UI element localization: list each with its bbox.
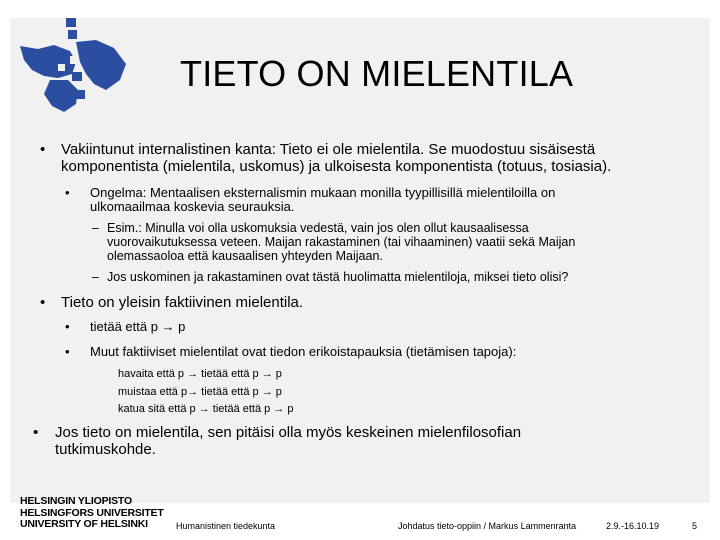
list-item: ulkomaailmaa koskevia seurauksia. [90, 199, 295, 214]
bullet-marker: • [65, 344, 70, 359]
bullet-marker: • [65, 319, 70, 334]
list-item: vuorovaikutuksessa veteen. Maijan rakastaminen (tai vihaaminen) vaatii sekä Maijan [107, 235, 576, 249]
list-item: Esim.: Minulla voi olla uskomuksia vedestä, vain jos olen ollut kausaalisessa [107, 221, 529, 235]
university-name-line: HELSINGFORS UNIVERSITET [20, 506, 164, 519]
list-item: Vakiintunut internalistinen kanta: Tieto ei ole mielentila. Se muodostuu sisäisestä [61, 141, 596, 158]
university-name-line: HELSINGIN YLIOPISTO [20, 495, 132, 507]
list-item: Jos uskominen ja rakastaminen ovat tästä huolimatta mielentiloja, miksei tieto olisi? [107, 270, 569, 284]
list-item: Tieto on yleisin faktiivinen mielentila. [61, 294, 304, 311]
list-item: Muut faktiiviset mielentilat ovat tiedon erikoistapauksia (tietämisen tapoja): [90, 344, 517, 359]
list-item: havaita että p → tietää että p → p [118, 368, 282, 380]
footer-faculty: Humanistinen tiedekunta [176, 521, 276, 531]
footer-date: 2.9.-16.10.19 [606, 521, 660, 531]
bullet-marker: • [33, 424, 39, 441]
bullet-marker: • [40, 294, 46, 311]
list-item: Ongelma: Mentaalisen eksternalismin mukaan monilla tyypillisillä mielentiloilla on [90, 185, 556, 200]
footer-page-number: 5 [692, 521, 698, 531]
dash-marker: – [92, 270, 99, 284]
dash-marker: – [92, 221, 99, 235]
university-logo-icon [14, 18, 132, 113]
list-item: olemassaoloa että kausaalisen yhteyden Maijaan. [107, 249, 383, 263]
bullet-marker: • [40, 141, 46, 158]
bullet-marker: • [65, 185, 70, 200]
footer-course: Johdatus tieto-oppiin / Markus Lammenranta [398, 521, 577, 531]
list-item: katua sitä että p → tietää että p → p [118, 403, 294, 415]
list-item: Jos tieto on mielentila, sen pitäisi olla myös keskeinen mielenfilosofian [55, 424, 522, 441]
slide-title: TIETO ON MIELENTILA [180, 53, 574, 94]
list-item: komponentista (mielentila, uskomus) ja ulkoisesta komponentista (totuus, tosiasia). [61, 158, 612, 175]
list-item: muistaa että p→ tietää että p → p [118, 386, 282, 398]
list-item: tutkimuskohde. [55, 441, 156, 458]
university-name [20, 496, 164, 531]
list-item: tietää että p → p [90, 319, 186, 334]
university-name-line: UNIVERSITY OF HELSINKI [20, 518, 148, 530]
